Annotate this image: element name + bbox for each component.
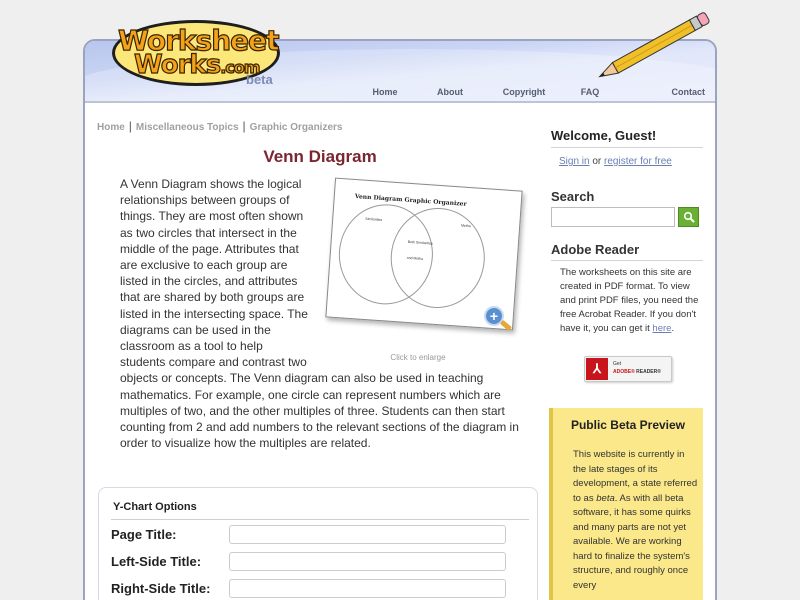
breadcrumb-separator: | (242, 119, 246, 133)
left-side-title-row (111, 552, 506, 571)
page-title: Venn Diagram (263, 147, 377, 166)
adobe-badge-adobe: ADOBE® (613, 369, 635, 375)
nav-contact[interactable]: Contact (671, 87, 705, 97)
intro-text-block (120, 176, 520, 451)
preview-caption[interactable]: Click to enlarge (390, 353, 446, 362)
adobe-reader-text (560, 266, 706, 336)
get-adobe-reader-button[interactable] (584, 356, 672, 382)
logo-dotcom: .com (220, 58, 260, 77)
sign-in-link[interactable]: Sign in (559, 156, 590, 167)
breadcrumb (97, 119, 342, 133)
breadcrumb-separator: | (128, 119, 132, 133)
right-side-title-label: Right-Side Title: (111, 581, 211, 596)
nav-about[interactable]: About (437, 87, 463, 97)
logo-beta-label: beta (246, 72, 273, 87)
breadcrumb-graphic-organizers[interactable]: Graphic Organizers (249, 122, 343, 133)
page-title-input[interactable] (229, 525, 506, 544)
search-input[interactable] (551, 207, 675, 227)
search-button[interactable] (678, 207, 699, 227)
venn-middle-label: Both Similarities and Metha (406, 239, 433, 262)
intro-paragraph: A Venn Diagram shows the logical relationships between groups of things. They are most often shown as two circles that intersect in the middle of the page. Attributes that are exclusive to each group are listed in the circles, and attributes that are shared by both groups are listed in the intersecting space. The diagrams can be used in the classroom as a tool to help students compare and contrast two objects or concepts. The Venn diagram can also be used in teaching mathematics. For example, one circle can represent numbers which are multiples of two, and the other multiples of three. Students can then start counting from 2 and add numbers to the relevant sections of the diagram in order to visualize how the multiples are related. (120, 177, 519, 451)
breadcrumb-home[interactable]: Home (97, 122, 125, 133)
adobe-badge-reader-text: READER® (634, 369, 661, 375)
venn-left-label: Similarities (365, 216, 383, 222)
beta-text (573, 448, 699, 593)
beta-text-em: beta (596, 492, 615, 504)
options-divider (111, 519, 529, 520)
signin-line (559, 156, 703, 167)
nav-faq[interactable]: FAQ (580, 87, 600, 97)
public-beta-preview-box (549, 408, 703, 600)
zoom-in-icon[interactable]: + (484, 306, 504, 326)
welcome-heading: Welcome, Guest! (551, 128, 703, 148)
adobe-here-link[interactable]: here (652, 323, 672, 334)
or-text: or (589, 156, 605, 167)
page-title-label: Page Title: (111, 527, 177, 542)
right-side-title-row (111, 579, 506, 598)
nav-home[interactable]: Home (372, 87, 398, 97)
logo-text-worksheet: Worksheet (118, 24, 279, 57)
beta-title: Public Beta Preview (570, 418, 686, 432)
register-link[interactable]: register for free (604, 156, 672, 167)
venn-right-label: Metha (460, 223, 471, 229)
adobe-reader-heading: Adobe Reader (551, 242, 703, 261)
preview-sheet-title: Venn Diagram Graphic Organizer (354, 193, 467, 208)
y-chart-options-panel (98, 487, 538, 600)
breadcrumb-misc-topics[interactable]: Miscellaneous Topics (135, 122, 239, 133)
adobe-text-body: The worksheets on this site are created in PDF format. To view and print PDF files, you need the free Acrobat Reader. If you don't have it, you can get it (560, 267, 699, 334)
adobe-badge-get: Get (613, 361, 622, 367)
beta-text-1: This website is currently in the late stages of its development, a state referred to as (573, 449, 698, 504)
options-title: Y-Chart Options (113, 501, 197, 513)
nav-copyright[interactable]: Copyright (502, 87, 546, 97)
adobe-badge-reader (613, 369, 661, 375)
top-nav (357, 87, 705, 97)
search-icon (683, 211, 695, 223)
beta-text-2: . As with all beta software, it has some quirks and many parts are not yet available. We are working hard to finalize the system's structure, and roughly once every (573, 492, 691, 591)
adobe-period: . (671, 323, 675, 334)
left-side-title-input[interactable] (229, 552, 506, 571)
search-heading: Search (551, 189, 595, 204)
sidebar (551, 128, 703, 376)
logo-text-works (134, 50, 259, 80)
worksheet-preview[interactable] (318, 176, 528, 366)
pencil-icon (588, 12, 718, 82)
page-title-row (111, 525, 506, 544)
logo-works: Works (134, 50, 221, 80)
right-side-title-input[interactable] (229, 579, 506, 598)
adobe-pdf-icon: ⅄ (586, 358, 608, 380)
left-side-title-label: Left-Side Title: (111, 554, 202, 569)
